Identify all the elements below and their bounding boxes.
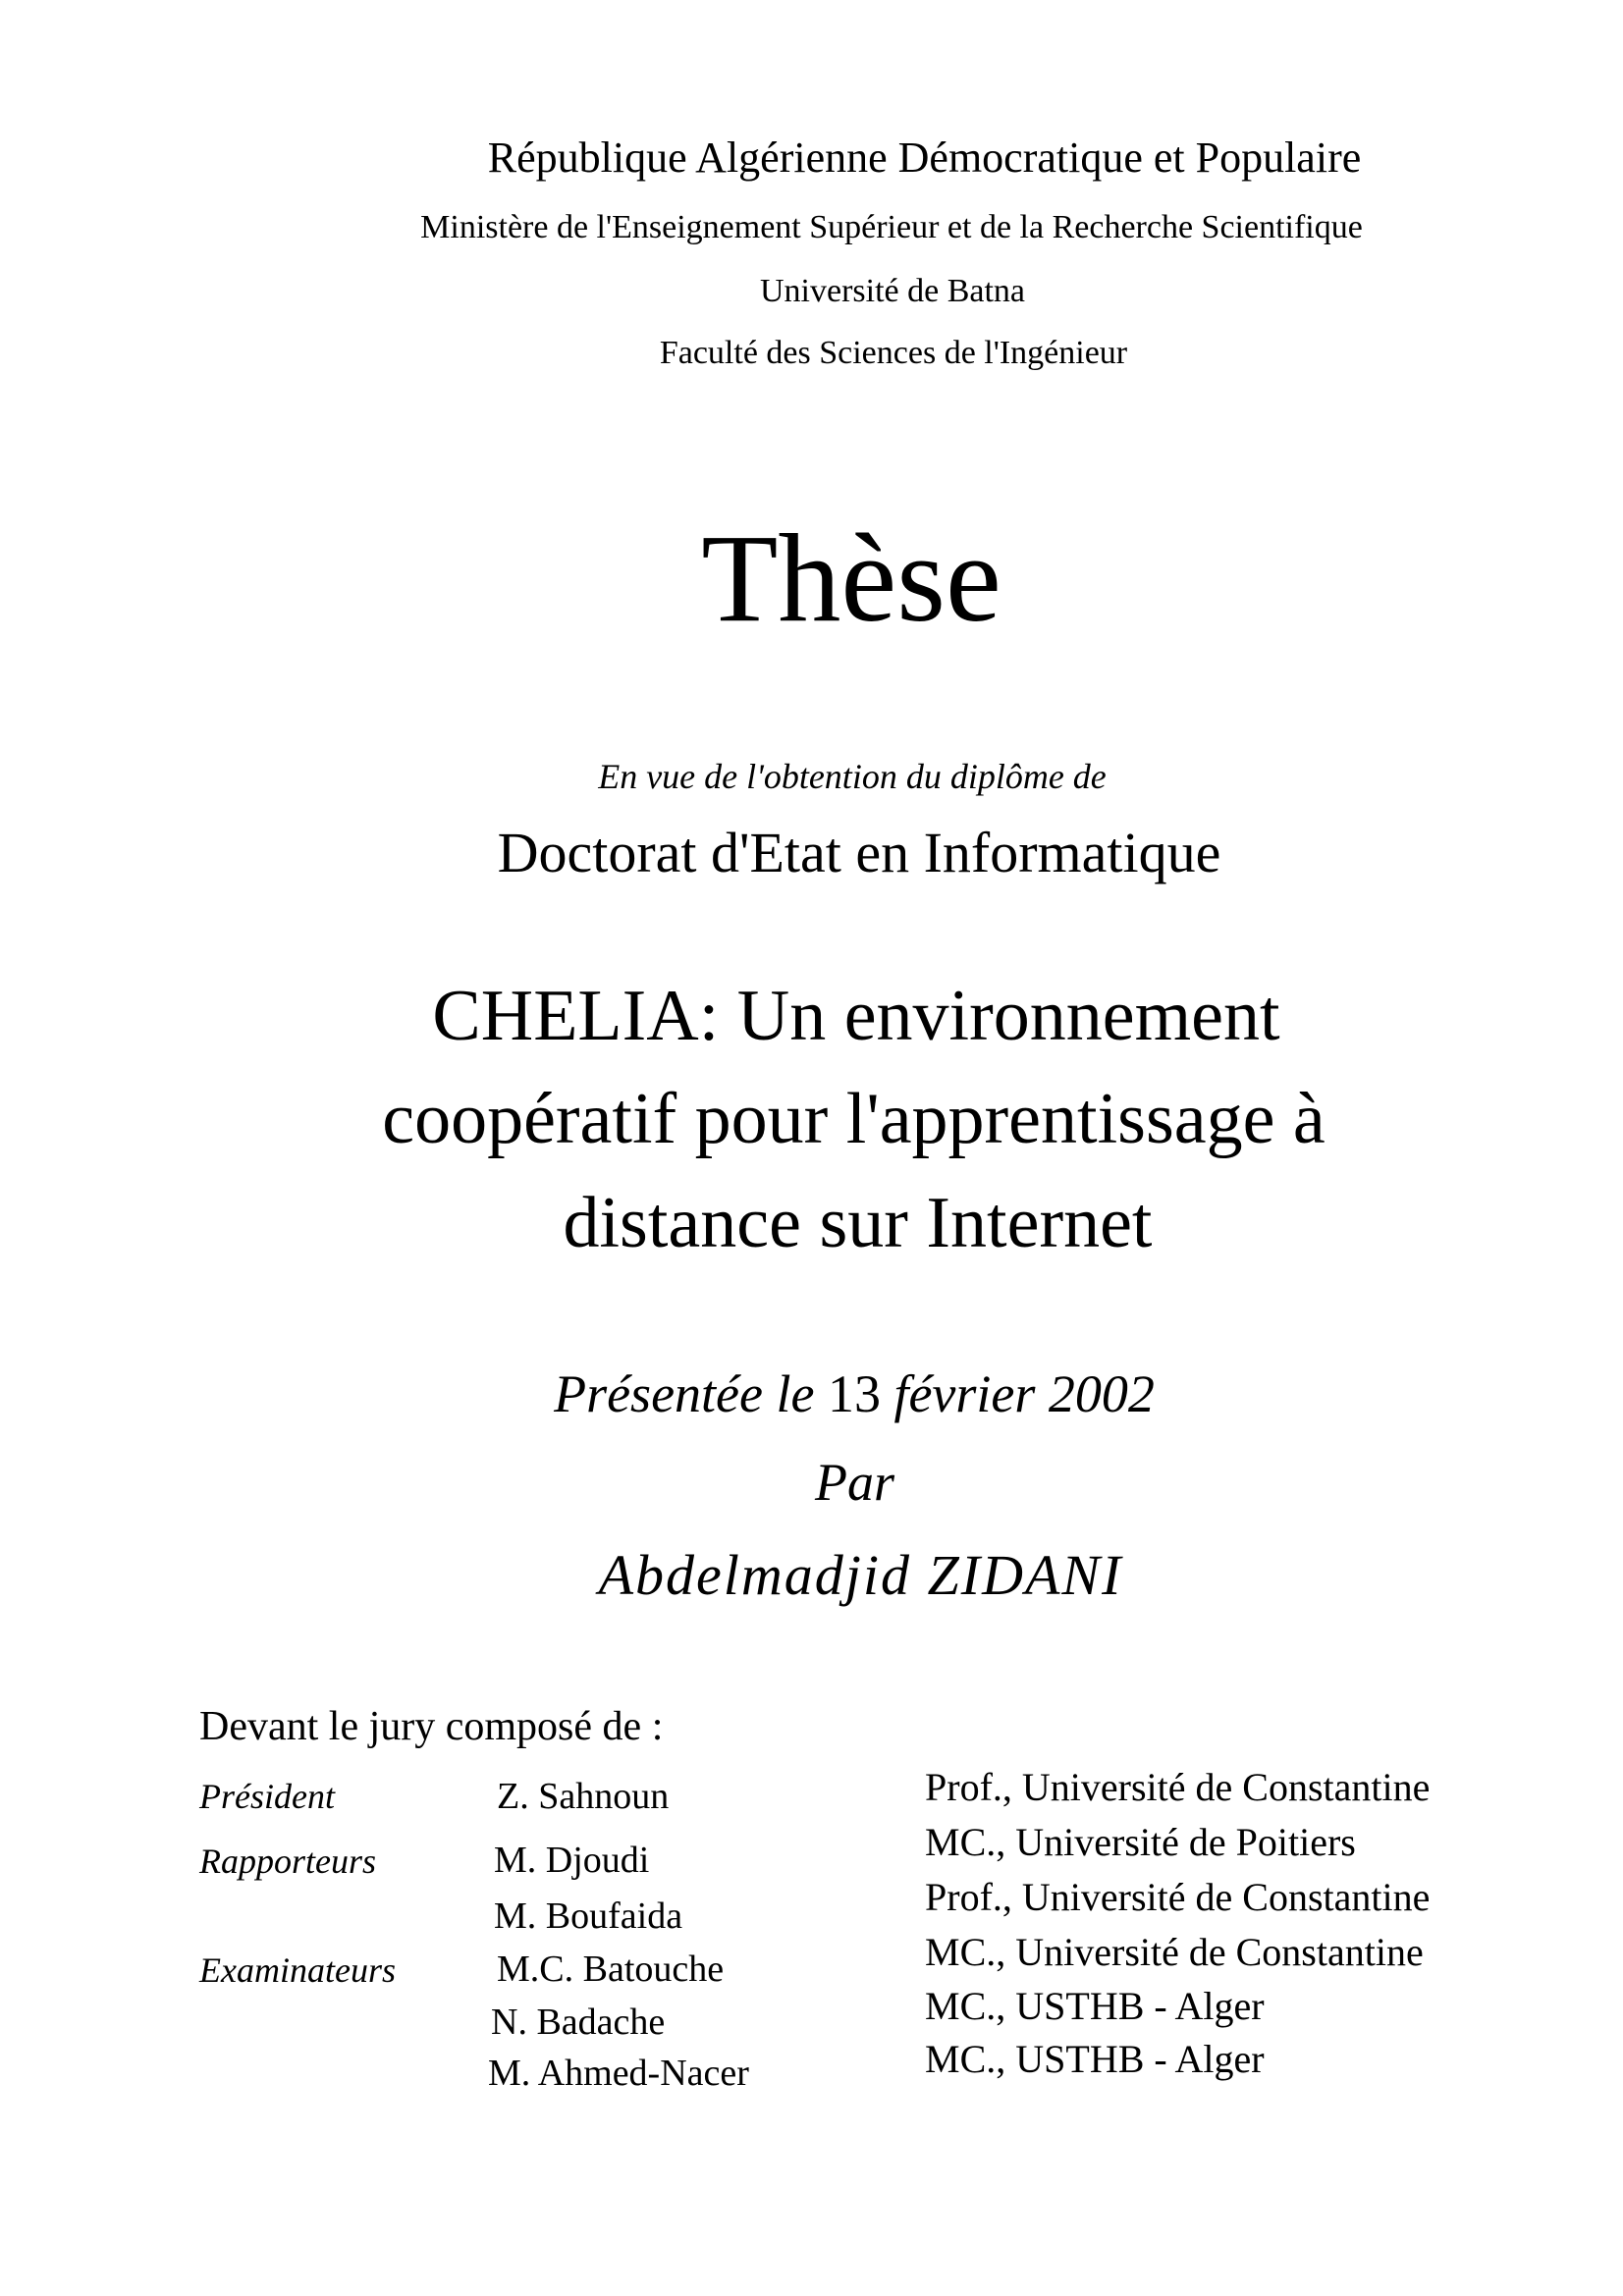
- by-label: Par: [815, 1453, 894, 1512]
- jury-affiliation: Prof., Université de Constantine: [925, 1765, 1431, 1809]
- jury-affiliation: MC., USTHB - Alger: [925, 2037, 1265, 2081]
- jury-name: M. Ahmed-Nacer: [488, 2053, 749, 2094]
- presented-prefix: Présentée le: [554, 1364, 815, 1423]
- jury-intro: Devant le jury composé de :: [199, 1704, 664, 1749]
- jury-affiliation: MC., Université de Poitiers: [925, 1820, 1356, 1864]
- presented-month-year: février 2002: [893, 1364, 1155, 1423]
- author-name: Abdelmadjid ZIDANI: [598, 1543, 1123, 1607]
- jury-role: Président: [199, 1777, 335, 1816]
- republic-heading: République Algérienne Démocratique et Populaire: [487, 133, 1362, 182]
- document-type-title: Thèse: [701, 508, 1001, 648]
- presented-day: 13: [827, 1364, 881, 1423]
- university-line: Université de Batna: [759, 273, 1026, 309]
- jury-row: [0, 1930, 1623, 2006]
- jury-role: Rapporteurs: [199, 1842, 376, 1881]
- jury-affiliation: MC., USTHB - Alger: [925, 1984, 1265, 2028]
- presentation-date: [0, 1364, 1623, 1423]
- jury-name: Z. Sahnoun: [497, 1776, 670, 1817]
- jury-row: [0, 2037, 1623, 2110]
- jury-name: N. Badache: [491, 2002, 666, 2043]
- jury-row: [0, 1984, 1623, 2059]
- jury-role: Examinateurs: [199, 1950, 396, 1990]
- ministry-line: Ministère de l'Enseignement Supérieur et de la Recherche Scientifique: [420, 209, 1363, 245]
- degree-purpose: En vue de l'obtention du diplôme de: [598, 757, 1107, 796]
- thesis-title-line-3: distance sur Internet: [563, 1183, 1153, 1263]
- jury-name: M.C. Batouche: [497, 1949, 725, 1990]
- jury-row: [0, 1765, 1623, 1831]
- jury-affiliation: Prof., Université de Constantine: [925, 1875, 1431, 1919]
- thesis-title-line-1: CHELIA: Un environnement: [432, 976, 1280, 1056]
- faculty-line: Faculté des Sciences de l'Ingénieur: [659, 335, 1128, 371]
- thesis-title-line-2: coopératif pour l'apprentissage à: [382, 1079, 1325, 1159]
- jury-name: M. Djoudi: [494, 1840, 650, 1881]
- jury-name: M. Boufaida: [494, 1896, 683, 1937]
- jury-affiliation: MC., Université de Constantine: [925, 1930, 1424, 1974]
- degree-name: Doctorat d'Etat en Informatique: [497, 821, 1221, 884]
